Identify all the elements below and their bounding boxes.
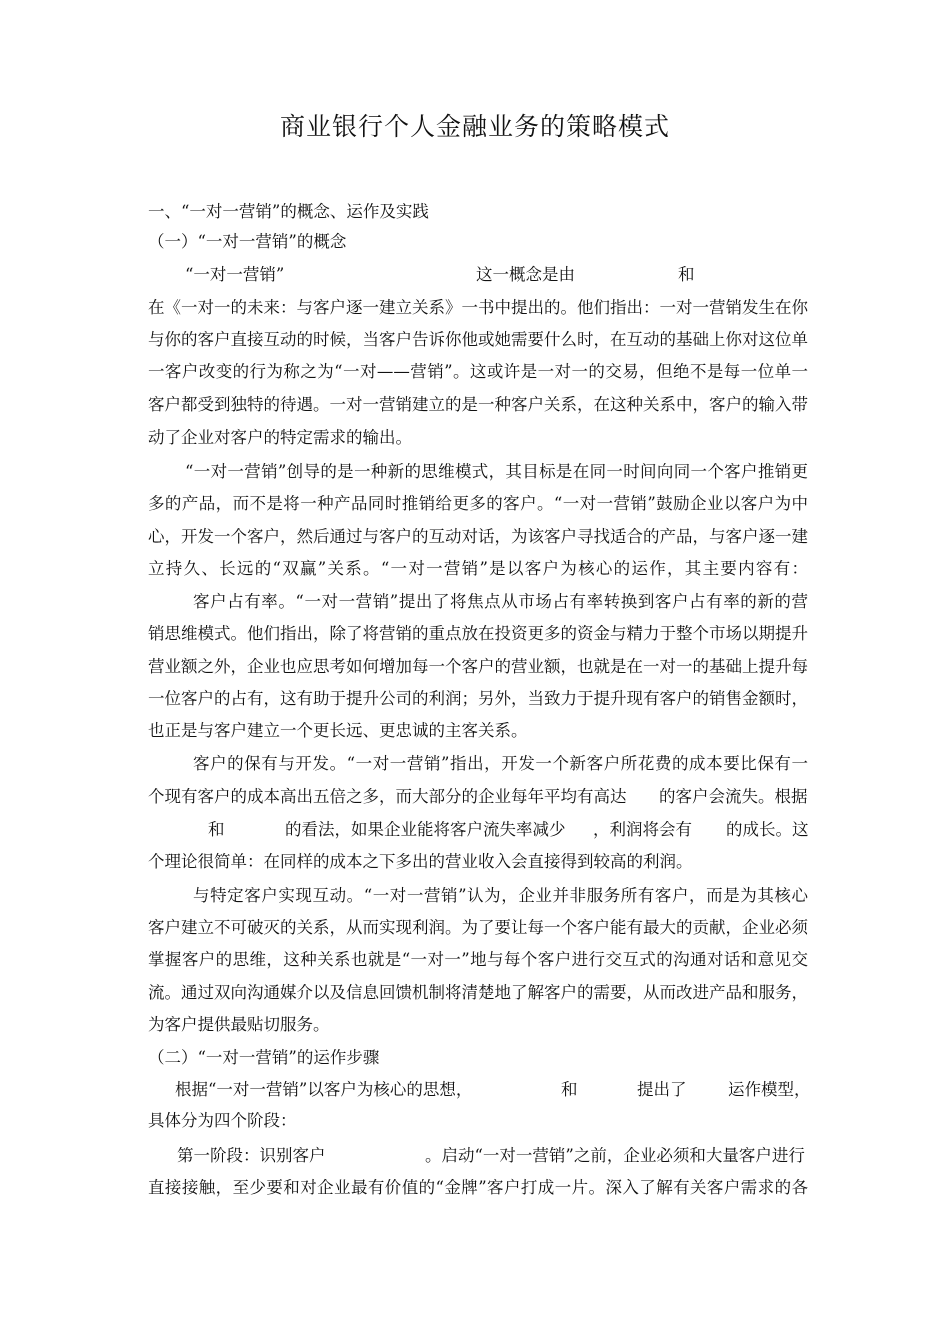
paragraph-text: 和 [208, 820, 225, 839]
paragraph-text: 的成长。这 [726, 820, 809, 839]
paragraph-text: 的看法，如果企业能将客户流失率减少 [285, 820, 566, 839]
paragraph-line: 心，开发一个客户，然后通过与客户的互动对话，为该客户寻找适合的产品，与客户逐一建 [148, 527, 808, 546]
paragraph-text: “一对一营销” [185, 265, 285, 284]
section-heading: 一、“一对一营销”的概念、运作及实践 [148, 202, 429, 221]
paragraph-line: 一客户改变的行为称之为“一对——营销”。这或许是一对一的交易，但绝不是每一位单一 [148, 362, 808, 381]
paragraph-text: ，利润将会有 [593, 820, 692, 839]
paragraph-line: 立持久、长远的“双赢”关系。“一对一营销”是以客户为核心的运作，其主要内容有： [148, 559, 808, 578]
paragraph-line: 销思维模式。他们指出，除了将营销的重点放在投资更多的资金与精力于整个市场以期提升 [148, 624, 808, 643]
document-title: 商业银行个人金融业务的策略模式 [279, 112, 670, 141]
paragraph-text: 根据“一对一营销”以客户为核心的思想， [175, 1080, 473, 1099]
paragraph-line: 在《一对一的未来：与客户逐一建立关系》一书中提出的。他们指出：一对一营销发生在你 [148, 298, 808, 317]
paragraph-line: 也正是与客户建立一个更长远、更忠诚的主客关系。 [148, 721, 528, 740]
paragraph-line: 一位客户的占有，这有助于提升公司的利润；另外，当致力于提升现有客户的销售金额时， [148, 689, 808, 708]
paragraph-line: 掌握客户的思维，这种关系也就是“一对一”地与每个客户进行交互式的沟通对话和意见交 [148, 950, 808, 969]
paragraph-line: 个理论很简单：在同样的成本之下多出的营业收入会直接得到较高的利润。 [148, 852, 693, 871]
paragraph-line: 流。通过双向沟通媒介以及信息回馈机制将清楚地了解客户的需要，从而改进产品和服务， [148, 983, 808, 1002]
paragraph-line: “一对一营销”创导的是一种新的思维模式，其目标是在同一时间向同一个客户推销更 [185, 462, 808, 481]
paragraph-text: 运作模型， [728, 1080, 811, 1099]
paragraph-line: 营业额之外，企业也应思考如何增加每一个客户的营业额，也就是在一对一的基础上提升每 [148, 657, 808, 676]
paragraph-text: 的客户会流失。根据 [659, 787, 808, 806]
paragraph-text: 第一阶段：识别客户 [177, 1146, 326, 1165]
paragraph-text: 。启动“一对一营销”之前，企业必须和大量客户进行 [425, 1146, 805, 1165]
paragraph-line: 与你的客户直接互动的时候，当客户告诉你他或她需要什么时，在互动的基础上你对这位单 [148, 330, 808, 349]
paragraph-line: 直接接触，至少要和对企业最有价值的“金牌”客户打成一片。深入了解有关客户需求的各 [148, 1178, 808, 1197]
paragraph-line: 客户占有率。“一对一营销”提出了将焦点从市场占有率转换到客户占有率的新的营 [193, 592, 808, 611]
paragraph-line: 与特定客户实现互动。“一对一营销”认为，企业并非服务所有客户，而是为其核心 [193, 886, 808, 905]
paragraph-text: 这一概念是由 [476, 265, 575, 284]
subsection-heading: （一）“一对一营销”的概念 [148, 232, 347, 251]
paragraph-line: 动了企业对客户的特定需求的输出。 [148, 428, 412, 447]
paragraph-text: 个现有客户的成本高出五倍之多，而大部分的企业每年平均有高达 [148, 787, 627, 806]
paragraph-line: 客户建立不可破灭的关系，从而实现利润。为了要让每一个客户能有最大的贡献，企业必须 [148, 918, 808, 937]
paragraph-text: 和 [561, 1080, 578, 1099]
paragraph-line: 客户都受到独特的待遇。一对一营销建立的是一种客户关系，在这种关系中，客户的输入带 [148, 395, 808, 414]
paragraph-line: 为客户提供最贴切服务。 [148, 1015, 330, 1034]
paragraph-text: 和 [678, 265, 695, 284]
paragraph-line: 客户的保有与开发。“一对一营销”指出，开发一个新客户所花费的成本要比保有一 [193, 754, 808, 773]
paragraph-line: 具体分为四个阶段： [148, 1111, 297, 1130]
paragraph-text: 提出了 [637, 1080, 687, 1099]
subsection-heading: （二）“一对一营销”的运作步骤 [148, 1048, 380, 1067]
paragraph-line: 多的产品，而不是将一种产品同时推销给更多的客户。“一对一营销”鼓励企业以客户为中 [148, 494, 808, 513]
